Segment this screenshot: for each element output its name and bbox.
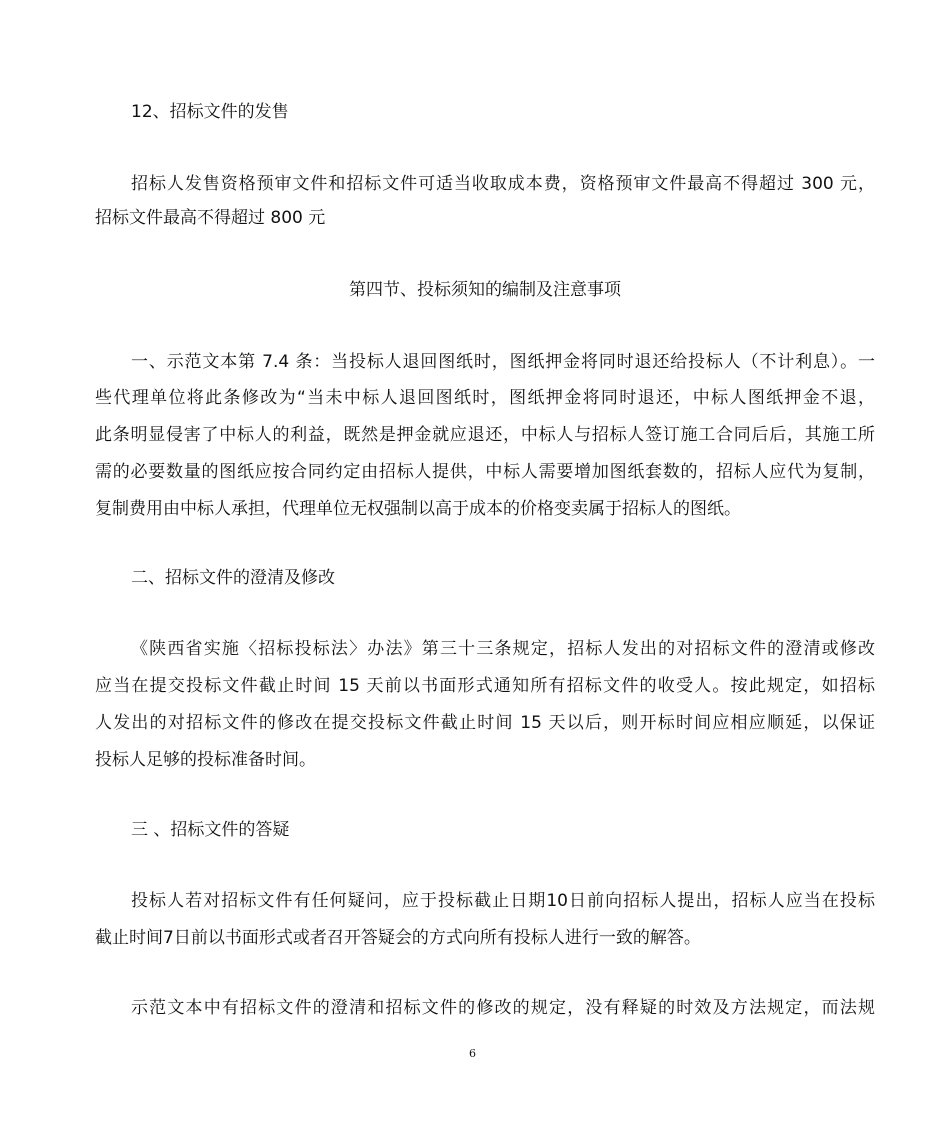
paragraph-line: 截止时间7日前以书面形式或者召开答疑会的方式向所有投标人进行一致的解答。 (95, 928, 701, 948)
paragraph-line: 应当在提交投标文件截止时间 15 天前以书面形式通知所有招标文件的收受人。按此规定，如招标 (95, 676, 875, 696)
paragraph-line: 复制费用由中标人承担，代理单位无权强制以高于成本的价格变卖属于招标人的图纸。 (95, 499, 741, 519)
paragraph-line: 《陕西省实施〈招标投标法〉办法》第三十三条规定，招标人发出的对招标文件的澄清或修改 (131, 639, 875, 659)
paragraph-line: 一、示范文本第 7.4 条：当投标人退回图纸时，图纸押金将同时退还给投标人（不计利息）。一 (131, 352, 875, 372)
paragraph-line: 人发出的对招标文件的修改在提交投标文件截止时间 15 天以后，则开标时间应相应顺延，以保证 (95, 713, 875, 733)
paragraph-line: 示范文本中有招标文件的澄清和招标文件的修改的规定，没有释疑的时效及方法规定，而法规 (131, 998, 875, 1018)
item-2-heading: 二、招标文件的澄清及修改 (131, 568, 335, 588)
paragraph-line: 此条明显侵害了中标人的利益，既然是押金就应退还，中标人与招标人签订施工合同后后，其施工所 (95, 425, 875, 445)
section-4-title: 第四节、投标须知的编制及注意事项 (349, 280, 621, 300)
paragraph-line: 招标文件最高不得超过 800 元 (95, 208, 326, 228)
paragraph-line: 投标人若对招标文件有任何疑问，应于投标截止日期10日前向招标人提出，招标人应当在投标 (131, 891, 875, 911)
section-12-heading: 12、招标文件的发售 (131, 102, 289, 122)
paragraph-line: 投标人足够的投标准备时间。 (95, 750, 316, 770)
page-number: 6 (469, 1047, 476, 1060)
paragraph-line: 需的必要数量的图纸应按合同约定由招标人提供，中标人需要增加图纸套数的，招标人应代为复制， (95, 462, 875, 482)
item-3-heading: 三 、招标文件的答疑 (131, 820, 290, 840)
paragraph-line: 些代理单位将此条修改为“当未中标人退回图纸时，图纸押金将同时退还，中标人图纸押金不退， (95, 388, 875, 408)
paragraph-line: 招标人发售资格预审文件和招标文件可适当收取成本费，资格预审文件最高不得超过 300 元， (131, 174, 875, 194)
